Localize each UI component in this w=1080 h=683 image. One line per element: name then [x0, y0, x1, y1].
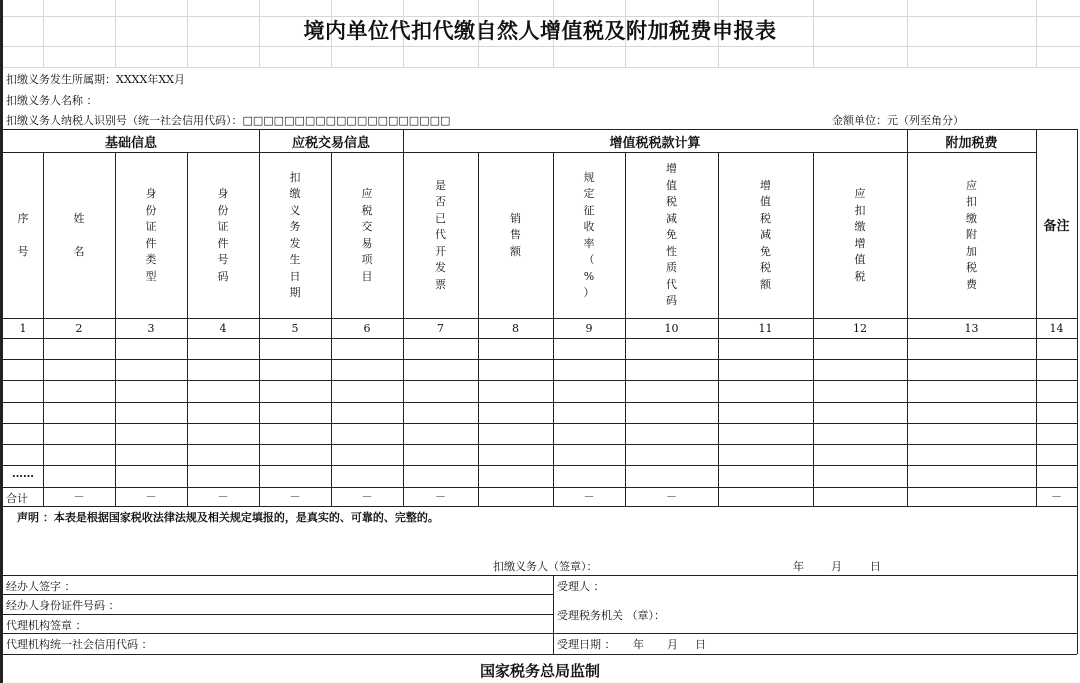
column-header-invoice-issued: 是 否 已 代 开 发 票: [435, 178, 446, 291]
column-header-id-number: 身 份 证 件 号 码: [217, 187, 229, 283]
agent-name-label: 扣缴义务人名称 ：: [6, 94, 98, 107]
table-border: [3, 444, 1077, 445]
withholder-signature-label: 扣缴义务人（签章）：: [493, 560, 598, 573]
table-border: [3, 359, 1077, 360]
total-dash: －: [666, 490, 677, 503]
section-surcharge: 附加税费: [945, 136, 998, 151]
section-taxable-transaction: 应税交易信息: [291, 136, 370, 151]
table-border: [3, 402, 1077, 403]
table-border: [3, 338, 1077, 339]
column-number: 5: [291, 322, 299, 335]
receiving-office-label: 受理税务机关 （章）：: [557, 609, 665, 622]
section-basic-info: 基础信息: [104, 136, 157, 151]
column-header-name: 姓 名: [73, 211, 85, 258]
table-border: [3, 465, 1077, 466]
handler-signature-label: 经办人签字 ：: [6, 580, 76, 593]
table-border: [3, 129, 1077, 130]
column-number: 1: [19, 322, 27, 335]
column-header-levy-rate: 规 定 征 收 率 （ % ）: [583, 170, 595, 299]
handler-id-label: 经办人身份证件号码 ：: [6, 599, 120, 612]
column-header-serial: 序 号: [17, 211, 29, 258]
total-dash: －: [145, 490, 157, 503]
signature-month-label: 月: [831, 560, 842, 573]
column-number: 3: [147, 322, 155, 335]
sheet-left-border: [0, 0, 3, 683]
column-header-withholding-date: 扣 缴 义 务 发 生 日 期: [289, 170, 301, 299]
receiving-month-label: 月: [667, 638, 678, 651]
signature-day-label: 日: [870, 560, 881, 573]
column-header-id-type: 身 份 证 件 类 型: [145, 187, 157, 283]
grid-line: [0, 46, 1080, 47]
table-border: [3, 380, 1077, 381]
table-border: [553, 575, 554, 654]
column-number: 9: [585, 322, 593, 335]
column-number: 13: [964, 322, 979, 335]
agency-seal-label: 代理机构签章 ：: [6, 619, 87, 632]
total-dash: －: [1051, 490, 1062, 503]
agent-taxid-label: 扣缴义务人纳税人识别号（统一社会信用代码）：□□□□□□□□□□□□□□□□□□□□: [6, 114, 451, 127]
column-header-exemption-code: 增 值 税 减 免 性 质 代 码: [666, 162, 677, 308]
total-dash: －: [361, 490, 373, 503]
total-dash: －: [435, 490, 446, 503]
table-border: [3, 594, 553, 595]
column-header-sales-amount: 销 售 额: [510, 211, 521, 258]
form-title: 境内单位代扣代缴自然人增值税及附加税费申报表: [303, 18, 777, 43]
signature-year-label: 年: [793, 560, 804, 573]
column-number: 2: [75, 322, 83, 335]
column-header-exemption-amount: 增 值 税 减 免 税 额: [760, 178, 771, 291]
table-border: [3, 633, 1077, 634]
section-vat-calculation: 增值税税款计算: [609, 136, 701, 151]
column-number: 12: [853, 322, 867, 335]
receiving-date-label: 受理日期 ：: [557, 638, 616, 651]
receiving-day-label: 日: [695, 638, 706, 651]
total-dash: －: [73, 490, 85, 503]
receiver-label: 受理人 ：: [557, 580, 605, 593]
table-border: [1036, 129, 1037, 506]
rows-ellipsis: ……: [12, 467, 34, 480]
column-header-surcharge-withheld: 应 扣 缴 附 加 税 费: [966, 178, 977, 291]
column-header-vat-withheld: 应 扣 缴 增 值 税: [854, 187, 866, 283]
column-number: 10: [664, 322, 679, 335]
column-number: 6: [363, 322, 371, 335]
column-number: 4: [219, 322, 227, 335]
supervisor-footer: 国家税务总局监制: [479, 662, 600, 680]
column-number: 11: [758, 322, 773, 335]
agency-credit-code-label: 代理机构统一社会信用代码 ：: [6, 638, 153, 651]
amount-unit-label: 金额单位：元（列至角分）: [832, 114, 964, 127]
table-border: [3, 423, 1077, 424]
total-dash: －: [583, 490, 595, 503]
column-header-taxable-item: 应 税 交 易 项 目: [361, 187, 373, 283]
total-label: 合计: [6, 492, 28, 505]
table-border: [3, 575, 1077, 576]
table-border: [3, 614, 553, 615]
receiving-year-label: 年: [633, 638, 644, 651]
table-border: [3, 506, 1077, 507]
column-number: 7: [437, 322, 444, 335]
section-remark: 备注: [1043, 219, 1070, 234]
period-label: 扣缴义务发生所属期：XXXX年XX月: [6, 73, 185, 86]
table-border: [3, 654, 1077, 655]
column-number: 8: [512, 322, 519, 335]
total-dash: －: [217, 490, 229, 503]
column-number: 14: [1049, 322, 1064, 335]
total-dash: －: [289, 490, 301, 503]
table-border: [1077, 129, 1078, 654]
declaration-text: 声明 ：本表是根据国家税收法律法规及相关规定填报的，是真实的、可靠的、完整的。: [17, 511, 439, 524]
grid-line: [0, 67, 1080, 68]
